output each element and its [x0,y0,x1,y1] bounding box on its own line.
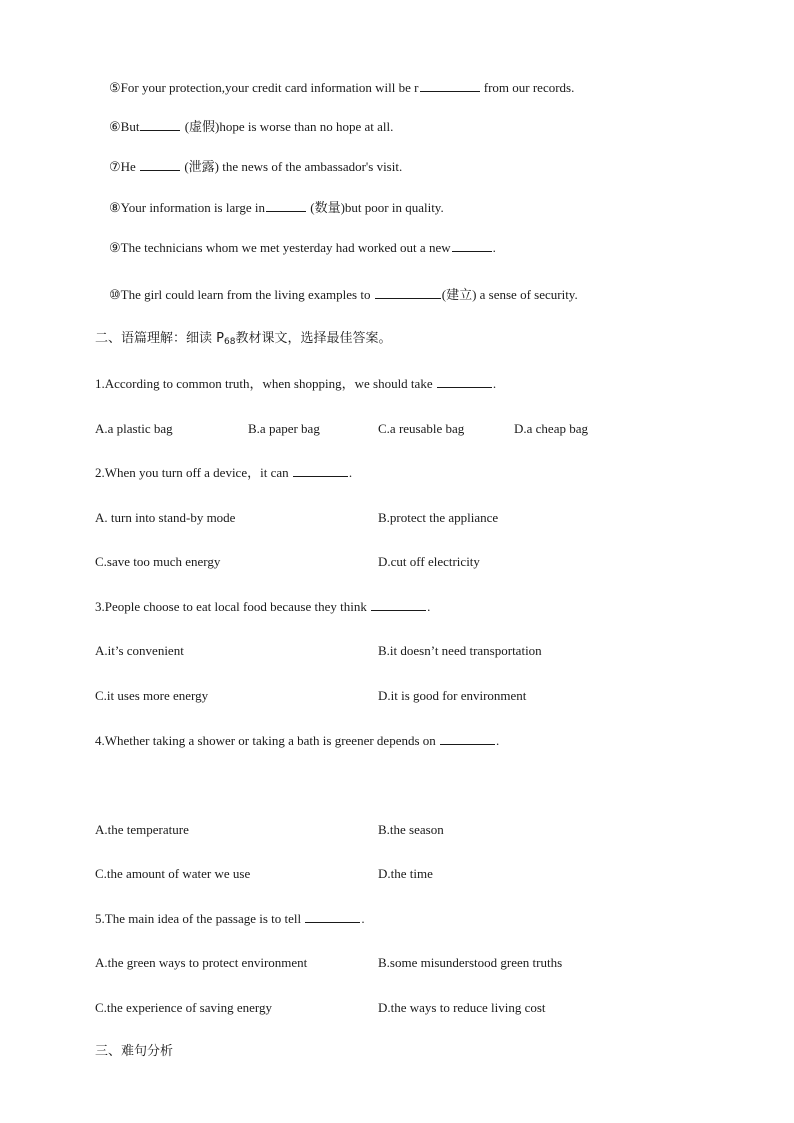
option-a[interactable]: A.the green ways to protect environment [95,955,308,970]
question-3-stem: 3.People choose to eat local food because they think . [95,599,431,614]
option-b[interactable]: B.some misunderstood green truths [378,955,563,970]
answer-blank[interactable] [452,240,492,252]
vocab-item-6: ⑥But (虚假)hope is worse than no hope at all. [109,119,394,134]
section-2-heading: 二、语篇理解：细读 $P_{68}$教材课文，选择最佳答案。 [95,331,392,347]
option-c[interactable]: C.a reusable bag [378,421,465,436]
option-b[interactable]: B.it doesn’t need transportation [378,643,542,658]
option-d[interactable]: D.cut off electricity [378,554,480,569]
option-c[interactable]: C.the amount of water we use [95,866,251,881]
vocab-item-7: ⑦He (泄露) the news of the ambassador's visit. [109,159,403,174]
option-b[interactable]: B.a paper bag [248,421,320,436]
answer-blank[interactable] [371,599,426,611]
question-5-stem: 5.The main idea of the passage is to tell . [95,911,365,926]
answer-blank[interactable] [440,733,495,745]
option-c[interactable]: C.the experience of saving energy [95,1000,272,1015]
vocab-item-9: ⑨The technicians whom we met yesterday had worked out a new . [109,240,496,255]
option-d[interactable]: D.it is good for environment [378,688,527,703]
option-d[interactable]: D.the time [378,866,433,881]
option-b[interactable]: B.protect the appliance [378,510,499,525]
option-d[interactable]: D.a cheap bag [514,421,588,436]
vocab-item-5: ⑤For your protection,your credit card information will be r from our records. [109,80,575,95]
answer-blank[interactable] [305,911,360,923]
option-c[interactable]: C.save too much energy [95,554,221,569]
section-3-heading: 三、难句分析 [95,1044,174,1059]
answer-blank[interactable] [420,80,480,92]
answer-blank[interactable] [266,200,306,212]
answer-blank[interactable] [140,119,180,131]
option-a[interactable]: A.it’s convenient [95,643,184,658]
answer-blank[interactable] [293,465,348,477]
answer-blank[interactable] [375,287,441,299]
option-c[interactable]: C.it uses more energy [95,688,209,703]
vocab-item-8: ⑧Your information is large in (数量)but poor in quality. [109,200,444,215]
option-b[interactable]: B.the season [378,822,444,837]
option-a[interactable]: A.a plastic bag [95,421,173,436]
option-d[interactable]: D.the ways to reduce living cost [378,1000,546,1015]
answer-blank[interactable] [140,159,180,171]
vocab-item-10: ⑩The girl could learn from the living examples to (建立) a sense of security. [109,287,578,302]
option-a[interactable]: A.the temperature [95,822,189,837]
question-2-stem: 2.When you turn off a device，it can . [95,465,353,480]
option-a[interactable]: A. turn into stand-by mode [95,510,236,525]
question-1-stem: 1.According to common truth，when shopping，we should take . [95,376,497,391]
answer-blank[interactable] [437,376,492,388]
question-4-stem: 4.Whether taking a shower or taking a bath is greener depends on . [95,733,500,748]
